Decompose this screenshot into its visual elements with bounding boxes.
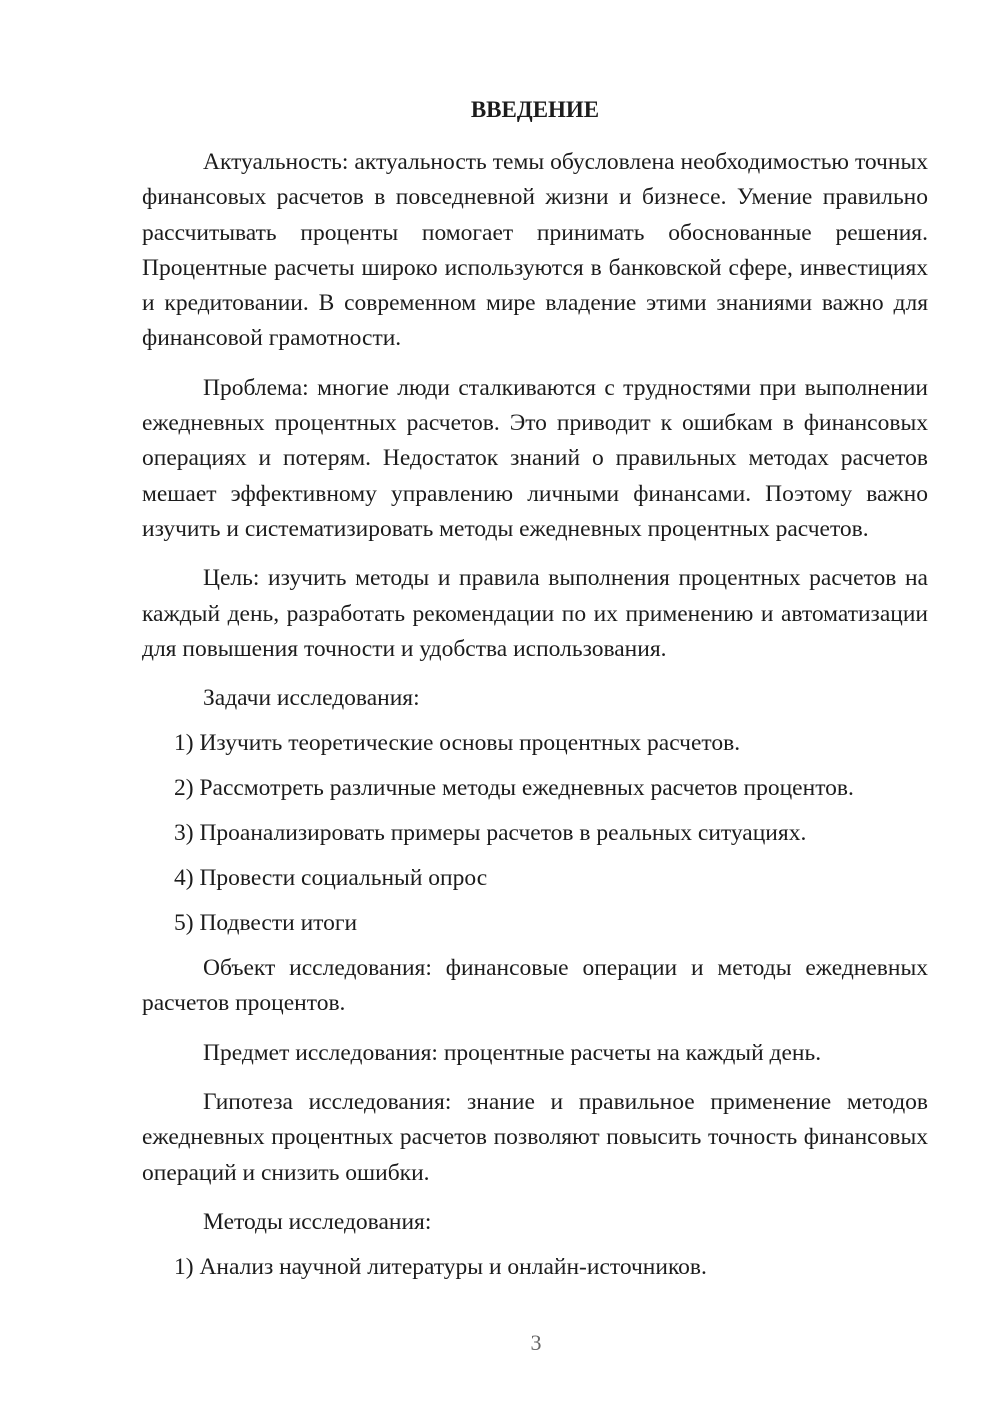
methods-list	[142, 1250, 928, 1285]
task-item-2: 2) Рассмотреть различные методы ежедневных расчетов процентов.	[174, 775, 854, 802]
hypothesis-paragraph: Гипотеза исследования: знание и правильное применение методов ежедневных процентных расчетов позволяют повысить точность финансовых операций и снизить ошибки.	[142, 1089, 928, 1186]
page-number: 3	[530, 1330, 542, 1355]
task-item-3: 3) Проанализировать примеры расчетов в реальных ситуациях.	[174, 820, 807, 847]
task-item-5: 5) Подвести итоги	[174, 910, 358, 937]
tasks-label: Задачи исследования:	[203, 685, 420, 712]
methods-label: Методы исследования:	[203, 1208, 432, 1235]
section-title: ВВЕДЕНИЕ	[470, 97, 600, 122]
page-content	[142, 92, 928, 1295]
problem-paragraph: Проблема: многие люди сталкиваются с трудностями при выполнении ежедневных процентных расчетов. Это приводит к ошибкам в финансовых операциях и потерям. Недостаток знаний о правильных методах расчетов мешает эффективному управлению личными финансами. Поэтому важно изучить и систематизировать методы ежедневных процентных расчетов.	[142, 374, 928, 542]
goal-paragraph: Цель: изучить методы и правила выполнения процентных расчетов на каждый день, разработать рекомендации по их применению и автоматизации для повышения точности и удобства использования.	[142, 565, 928, 662]
task-item-1: 1) Изучить теоретические основы процентных расчетов.	[174, 730, 741, 757]
relevance-paragraph: Актуальность: актуальность темы обусловлена необходимостью точных финансовых расчетов в повседневной жизни и бизнесе. Умение правильно рассчитывать проценты помогает принимать обоснованные решения. Процентные расчеты широко используются в банковской сфере, инвестициях и кредитовании. В современном мире владение этими знаниями важно для финансовой грамотности.	[142, 149, 928, 352]
subject-paragraph: Предмет исследования: процентные расчеты на каждый день.	[203, 1039, 822, 1066]
tasks-list	[142, 726, 928, 941]
method-item-1: 1) Анализ научной литературы и онлайн-источников.	[174, 1253, 707, 1280]
object-paragraph: Объект исследования: финансовые операции и методы ежедневных расчетов процентов.	[142, 955, 928, 1017]
task-item-4: 4) Провести социальный опрос	[174, 865, 488, 892]
